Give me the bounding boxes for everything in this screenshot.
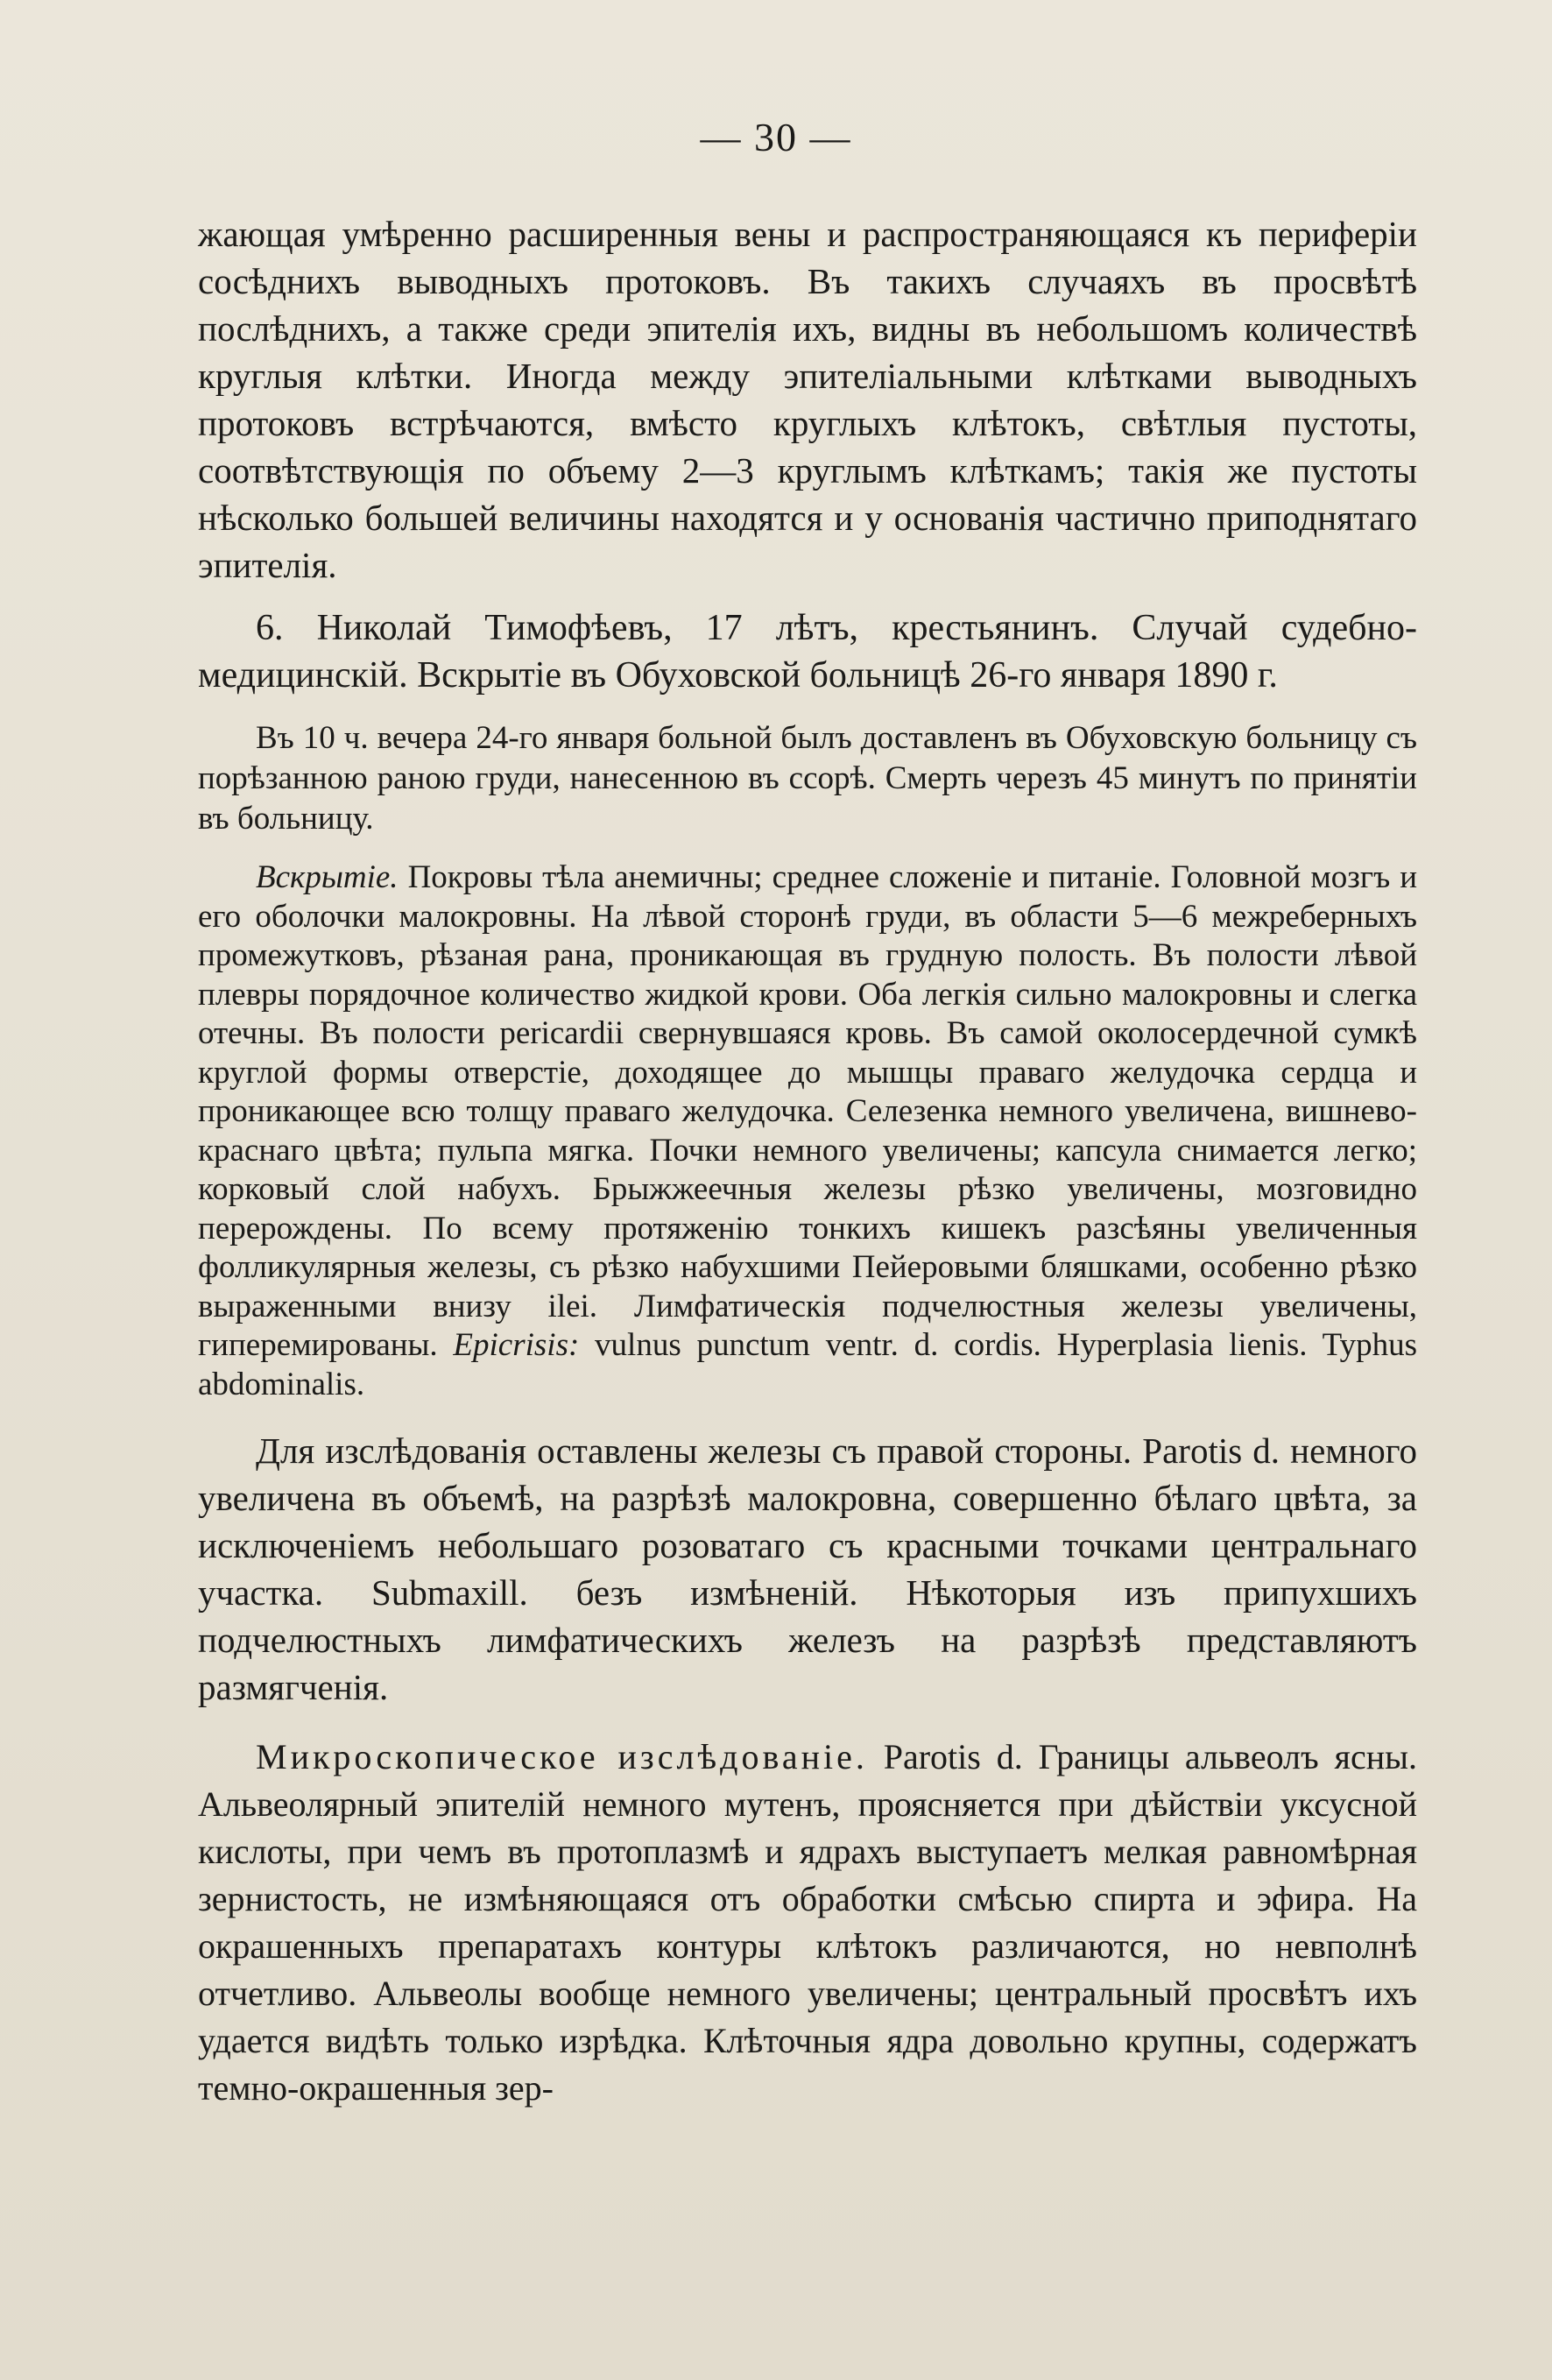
autopsy-paragraph	[198, 858, 1417, 1404]
epicrisis-text: vulnus punctum ventr. d. cordis. Hyperplasia lienis. Typhus abdominalis.	[198, 1327, 1418, 1402]
microscopy-term: Микроскопическое изслѣдованіе.	[256, 1737, 868, 1776]
autopsy-term: Вскрытіе.	[256, 859, 399, 895]
microscopy-text: Parotis d. Границы альвеолъ ясны. Альвеолярный эпителій немного мутенъ, проясняется при дѣйствіи уксусной кислоты, при чемъ въ протоплазмѣ и ядрахъ выступаетъ мелкая равномѣрная зернистость, не измѣняющаяся отъ обработки смѣсью спирта и эфира. На окрашенныхъ препаратахъ контуры клѣтокъ различаются, но невполнѣ отчетливо. Альвеолы вообще немного увеличены; центральный просвѣтъ ихъ удается видѣть только изрѣдка. Клѣточныя ядра довольно крупны, содержатъ темно-окрашенныя зер-	[198, 1737, 1417, 2108]
case-header-paragraph: 6. Николай Тимофѣевъ, 17 лѣтъ, крестьянинъ. Случай судебно-медицинскій. Вскрытіе въ Обуховской больницѣ 26-го января 1890 г.	[198, 608, 1417, 696]
epicrisis-term: Epicrisis:	[453, 1327, 580, 1363]
glands-paragraph: Для изслѣдованія оставлены железы съ правой стороны. Parotis d. немного увеличена въ объемѣ, на разрѣзѣ малокровна, совершенно бѣлаго цвѣта, за исключеніемъ небольшаго розоватаго съ красными точками центральнаго участка. Submaxill. безъ измѣненій. Нѣкоторыя изъ припухшихъ подчелюстныхъ лимфатическихъ железъ на разрѣзѣ представляютъ размягченія.	[198, 1430, 1417, 1707]
continuation-paragraph: жающая умѣренно расширенныя вены и распространяющаяся къ периферіи сосѣднихъ выводныхъ протоковъ. Въ такихъ случаяхъ въ просвѣтѣ послѣднихъ, а также среди эпителія ихъ, видны въ небольшомъ количествѣ круглыя клѣтки. Иногда между эпителіальными клѣтками выводныхъ протоковъ встрѣчаются, вмѣсто круглыхъ клѣтокъ, свѣтлыя пустоты, соотвѣтствующія по объему 2—3 круглымъ клѣткамъ; такія же пустоты нѣсколько большей величины находятся и у основанія частично приподнятаго эпителія.	[198, 214, 1417, 585]
microscopy-paragraph	[198, 1734, 1417, 2112]
page-number: — 30 —	[700, 115, 852, 159]
clinical-history-paragraph: Въ 10 ч. вечера 24-го января больной былъ доставленъ въ Обуховскую больницу съ порѣзанною раною груди, нанесенною въ ссорѣ. Смерть черезъ 45 минутъ по принятіи въ больницу.	[198, 720, 1417, 837]
autopsy-text: Покровы тѣла анемичны; среднее сложеніе и питаніе. Головной мозгъ и его оболочки малокровны. На лѣвой сторонѣ груди, въ области 5—6 межреберныхъ промежутковъ, рѣзаная рана, проникающая въ грудную полость. Въ полости лѣвой плевры порядочное количество жидкой крови. Оба легкія сильно малокровны и слегка отечны. Въ полости pericardii свернувшаяся кровь. Въ самой околосердечной сумкѣ круглой формы отверстіе, доходящее до мышцы праваго желудочка сердца и проникающее всю толщу праваго желудочка. Селезенка немного увеличена, вишнево-краснаго цвѣта; пульпа мягка. Почки немного увеличены; капсула снимается легко; корковый слой набухъ. Брыжжеечныя железы рѣзко увеличены, мозговидно перерождены. По всему протяженію тонкихъ кишекъ разсѣяны увеличенныя фолликулярныя железы, съ рѣзко набухшими Пейеровыми бляшками, особенно рѣзко выраженными внизу ilei. Лимфатическія подчелюстныя железы увеличены, гиперемированы.	[198, 859, 1418, 1363]
body-text	[198, 210, 1417, 2112]
